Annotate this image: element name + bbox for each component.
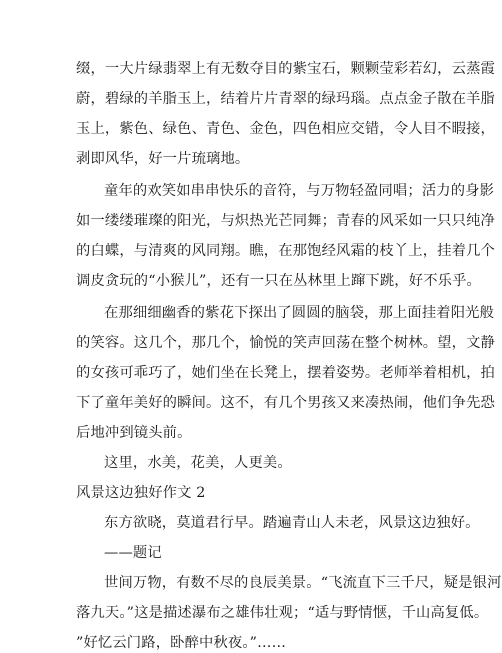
paragraph-line: 的女孩可乖巧了，她们坐在长凳上，摆着姿势。老师举着相机，拍 xyxy=(76,365,495,381)
epigraph-line: 东方欲晓，莫道君行早。踏遍青山人未老，风景这边独好。 xyxy=(104,515,480,531)
paragraph-line: 在那细细幽香的紫花下探出了圆圆的脑袋，那上面挂着阳光般 xyxy=(104,305,495,321)
paragraph-line: 的笑容。这几个，那几个，愉悦的笑声回荡在整个树林。望，文静 xyxy=(76,335,495,351)
paragraph-line: 如一缕缕璀璨的阳光，与炽热光芒同舞；青春的风采如一只只纯净 xyxy=(76,213,495,229)
paragraph-line: 下了童年美好的瞬间。这不，有几个男孩又来凑热闹，他们争先恐 xyxy=(76,395,495,411)
paragraph-line: 世间万物，有数不尽的良辰美景。“飞流直下三千尺，疑是银河 xyxy=(104,575,502,591)
paragraph-line: 调皮贪玩的“小猴儿”，还有一只在丛林里上蹿下跳，好不乐乎。 xyxy=(76,273,481,289)
paragraph-line: 后地冲到镜头前。 xyxy=(76,425,192,441)
paragraph-line: 缀，一大片绿翡翠上有无数夺目的紫宝石，颗颗莹彩若幻，云蒸霞 xyxy=(76,61,495,77)
epigraph-attribution: ——题记 xyxy=(104,545,162,561)
paragraph-line: 的白蝶，与清爽的风同翔。瞧，在那饱经风霜的枝丫上，挂着几个 xyxy=(76,243,495,259)
section-heading: 风景这边独好作文 2 xyxy=(76,485,206,501)
paragraph-line: 剥即风华，好一片琉璃地。 xyxy=(76,151,250,167)
paragraph-line: ”好忆云门路，卧醉中秋夜。”…… xyxy=(76,635,287,651)
paragraph-line: 玉上，紫色、绿色、青色、金色，四色相应交错，令人目不暇接， xyxy=(76,121,495,137)
paragraph-line: 童年的欢笑如串串快乐的音符，与万物轻盈同唱；活力的身影 xyxy=(104,183,495,199)
paragraph-line: 蔚，碧绿的羊脂玉上，结着片片青翠的绿玛瑙。点点金子散在羊脂 xyxy=(76,91,495,107)
paragraph-line: 这里，水美，花美，人更美。 xyxy=(104,455,292,471)
paragraph-line: 落九天。”这是描述瀑布之雄伟壮观；“适与野情惬，千山高复低。 xyxy=(76,605,489,621)
